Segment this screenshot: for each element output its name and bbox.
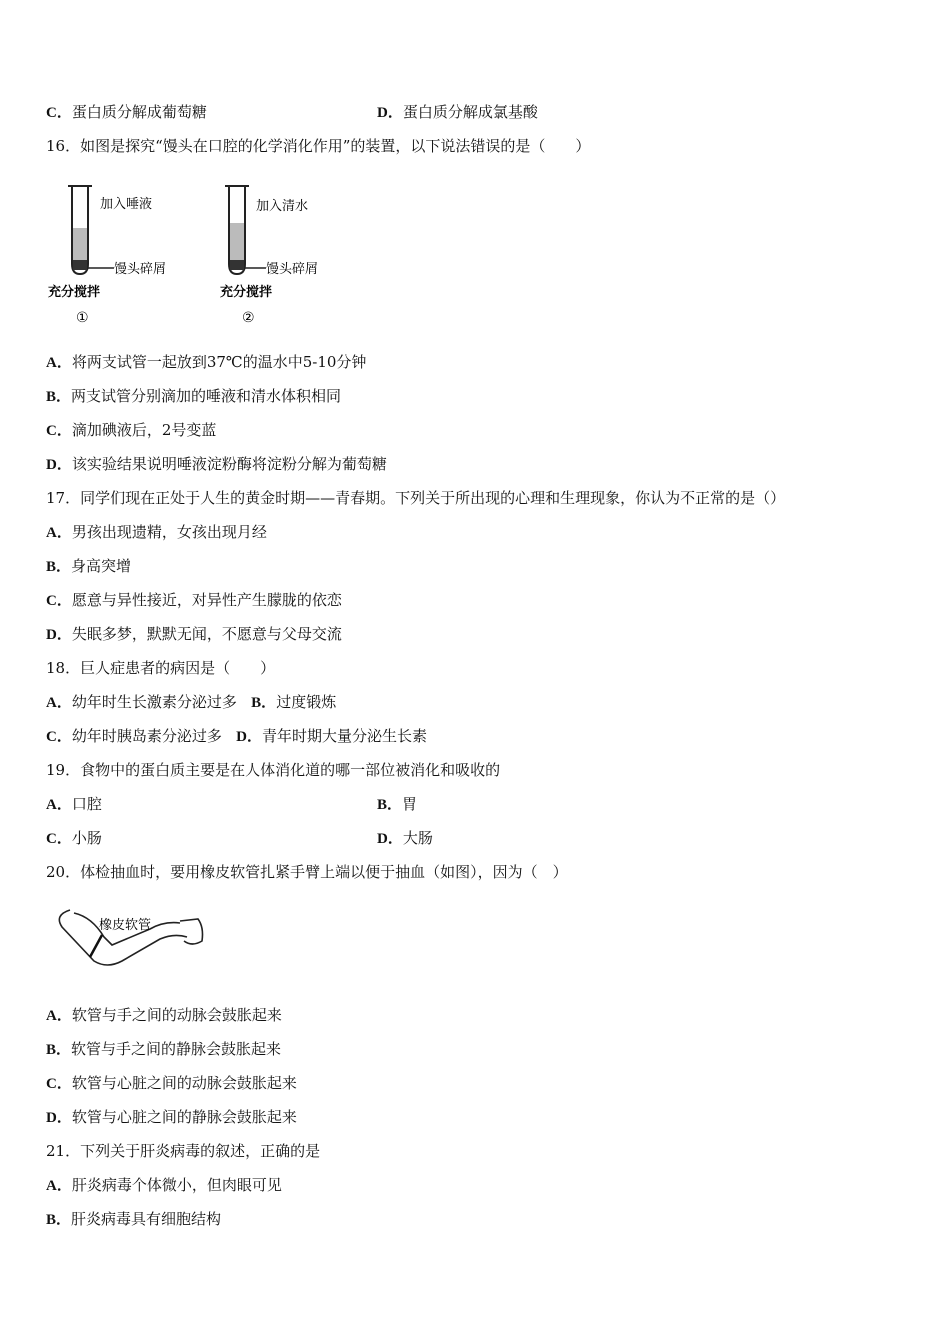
q18-options-cd bbox=[46, 726, 427, 747]
option-text: 失眠多梦，默默无闻，不愿意与父母交流 bbox=[71, 625, 342, 643]
q19-option-b bbox=[377, 794, 417, 815]
residue-label-1: 馒头碎屑 bbox=[114, 262, 167, 277]
option-label: A． bbox=[46, 525, 72, 541]
option-label: D． bbox=[377, 831, 403, 847]
residue-1 bbox=[73, 260, 87, 270]
option-text: 将两支试管一起放到37℃的温水中5-10分钟 bbox=[71, 353, 367, 371]
q17-option-d bbox=[46, 624, 342, 645]
option-label: A． bbox=[46, 1008, 72, 1024]
option-label: B． bbox=[46, 389, 72, 405]
option-label: C． bbox=[46, 105, 72, 121]
tube1-label: 加入唾液 bbox=[100, 197, 153, 212]
option-text: 胃 bbox=[402, 795, 418, 813]
q17-option-a bbox=[46, 522, 267, 543]
q16-option-a bbox=[46, 352, 366, 373]
rubber-tube bbox=[90, 935, 102, 957]
liquid-2 bbox=[230, 223, 244, 264]
option-text: 大肠 bbox=[402, 829, 433, 847]
stir-label-1: 充分搅拌 bbox=[48, 285, 101, 300]
option-label: A． bbox=[46, 1178, 72, 1194]
option-text: 小肠 bbox=[71, 829, 102, 847]
option-label: B． bbox=[46, 1042, 72, 1058]
option-label: D． bbox=[377, 105, 403, 121]
option-label: A． bbox=[46, 355, 72, 371]
option-text: 肝炎病毒个体微小，但肉眼可见 bbox=[71, 1176, 282, 1194]
residue-2 bbox=[230, 260, 244, 270]
q20-option-a bbox=[46, 1005, 282, 1026]
option-text: 该实验结果说明唾液淀粉酶将淀粉分解为葡萄糖 bbox=[71, 455, 387, 473]
q16-option-c bbox=[46, 420, 216, 441]
q20-option-c bbox=[46, 1073, 297, 1094]
tube-label: 橡皮软管 bbox=[99, 918, 152, 933]
option-text: 口腔 bbox=[71, 795, 102, 813]
question-20-stem: 20．体检抽血时，要用橡皮软管扎紧手臂上端以便于抽血（如图），因为（ ） bbox=[46, 863, 568, 881]
tube2-label: 加入清水 bbox=[256, 199, 309, 214]
option-text: 软管与心脏之间的动脉会鼓胀起来 bbox=[71, 1074, 297, 1092]
q18-options-ab bbox=[46, 692, 336, 713]
option-label: D． bbox=[236, 729, 263, 745]
q16-option-d bbox=[46, 454, 387, 475]
option-text: 肝炎病毒具有细胞结构 bbox=[71, 1210, 222, 1228]
q17-option-b bbox=[46, 556, 131, 577]
option-label: B． bbox=[377, 797, 403, 813]
option-c bbox=[46, 102, 207, 123]
option-label: D． bbox=[46, 1110, 72, 1126]
question-19-stem: 19．食物中的蛋白质主要是在人体消化道的哪一部位被消化和吸收的 bbox=[46, 761, 501, 779]
option-text: 滴加碘液后，2号变蓝 bbox=[71, 421, 217, 439]
q20-option-b bbox=[46, 1039, 281, 1060]
q21-option-a bbox=[46, 1175, 282, 1196]
option-label: C． bbox=[46, 831, 72, 847]
option-text: 蛋白质分解成葡萄糖 bbox=[71, 103, 207, 121]
liquid-1 bbox=[73, 228, 87, 264]
option-label: B． bbox=[46, 559, 72, 575]
option-text: 两支试管分别滴加的唾液和清水体积相同 bbox=[71, 387, 342, 405]
option-label: D． bbox=[46, 627, 72, 643]
question-18-stem: 18．巨人症患者的病因是（ ） bbox=[46, 659, 276, 677]
q19-option-d bbox=[377, 828, 433, 849]
option-label: A． bbox=[46, 695, 72, 711]
option-label: C． bbox=[46, 423, 72, 439]
option-text: 软管与心脏之间的静脉会鼓胀起来 bbox=[71, 1108, 297, 1126]
option-text: 男孩出现遗精，女孩出现月经 bbox=[71, 523, 267, 541]
q21-option-b bbox=[46, 1209, 221, 1230]
option-text: 青年时期大量分泌生长素 bbox=[262, 727, 428, 745]
tube-number-2: ② bbox=[242, 310, 255, 326]
option-label: C． bbox=[46, 1076, 72, 1092]
option-d bbox=[377, 102, 538, 123]
q17-option-c bbox=[46, 590, 342, 611]
option-text: 幼年时胰岛素分泌过多 bbox=[71, 727, 222, 745]
q20-option-d bbox=[46, 1107, 297, 1128]
option-text: 幼年时生长激素分泌过多 bbox=[71, 693, 237, 711]
arm-tourniquet-figure bbox=[52, 905, 212, 970]
option-label: C． bbox=[46, 593, 72, 609]
stir-label-2: 充分搅拌 bbox=[220, 285, 273, 300]
option-text: 软管与手之间的静脉会鼓胀起来 bbox=[71, 1040, 282, 1058]
option-text: 过度锻炼 bbox=[276, 693, 337, 711]
residue-label-2: 馒头碎屑 bbox=[266, 262, 319, 277]
option-text: 身高突增 bbox=[71, 557, 132, 575]
option-label: C． bbox=[46, 729, 72, 745]
option-label: D． bbox=[46, 457, 72, 473]
option-text: 愿意与异性接近，对异性产生朦胧的依恋 bbox=[71, 591, 342, 609]
q19-option-c bbox=[46, 828, 102, 849]
option-text: 蛋白质分解成氯基酸 bbox=[402, 103, 538, 121]
test-tube-figure bbox=[44, 178, 344, 328]
option-label: B． bbox=[251, 695, 277, 711]
question-21-stem: 21．下列关于肝炎病毒的叙述，正确的是 bbox=[46, 1142, 321, 1160]
option-text: 软管与手之间的动脉会鼓胀起来 bbox=[71, 1006, 282, 1024]
option-label: A． bbox=[46, 797, 72, 813]
question-17-stem: 17．同学们现在正处于人生的黄金时期——青春期。下列关于所出现的心理和生理现象，你认为不正常的是（） bbox=[46, 489, 786, 507]
q19-option-a bbox=[46, 794, 102, 815]
q16-option-b bbox=[46, 386, 341, 407]
tube-number-1: ① bbox=[76, 310, 89, 326]
question-16-stem: 16．如图是探究“馒头在口腔的化学消化作用”的装置，以下说法错误的是（ ） bbox=[46, 137, 591, 155]
option-label: B． bbox=[46, 1212, 72, 1228]
